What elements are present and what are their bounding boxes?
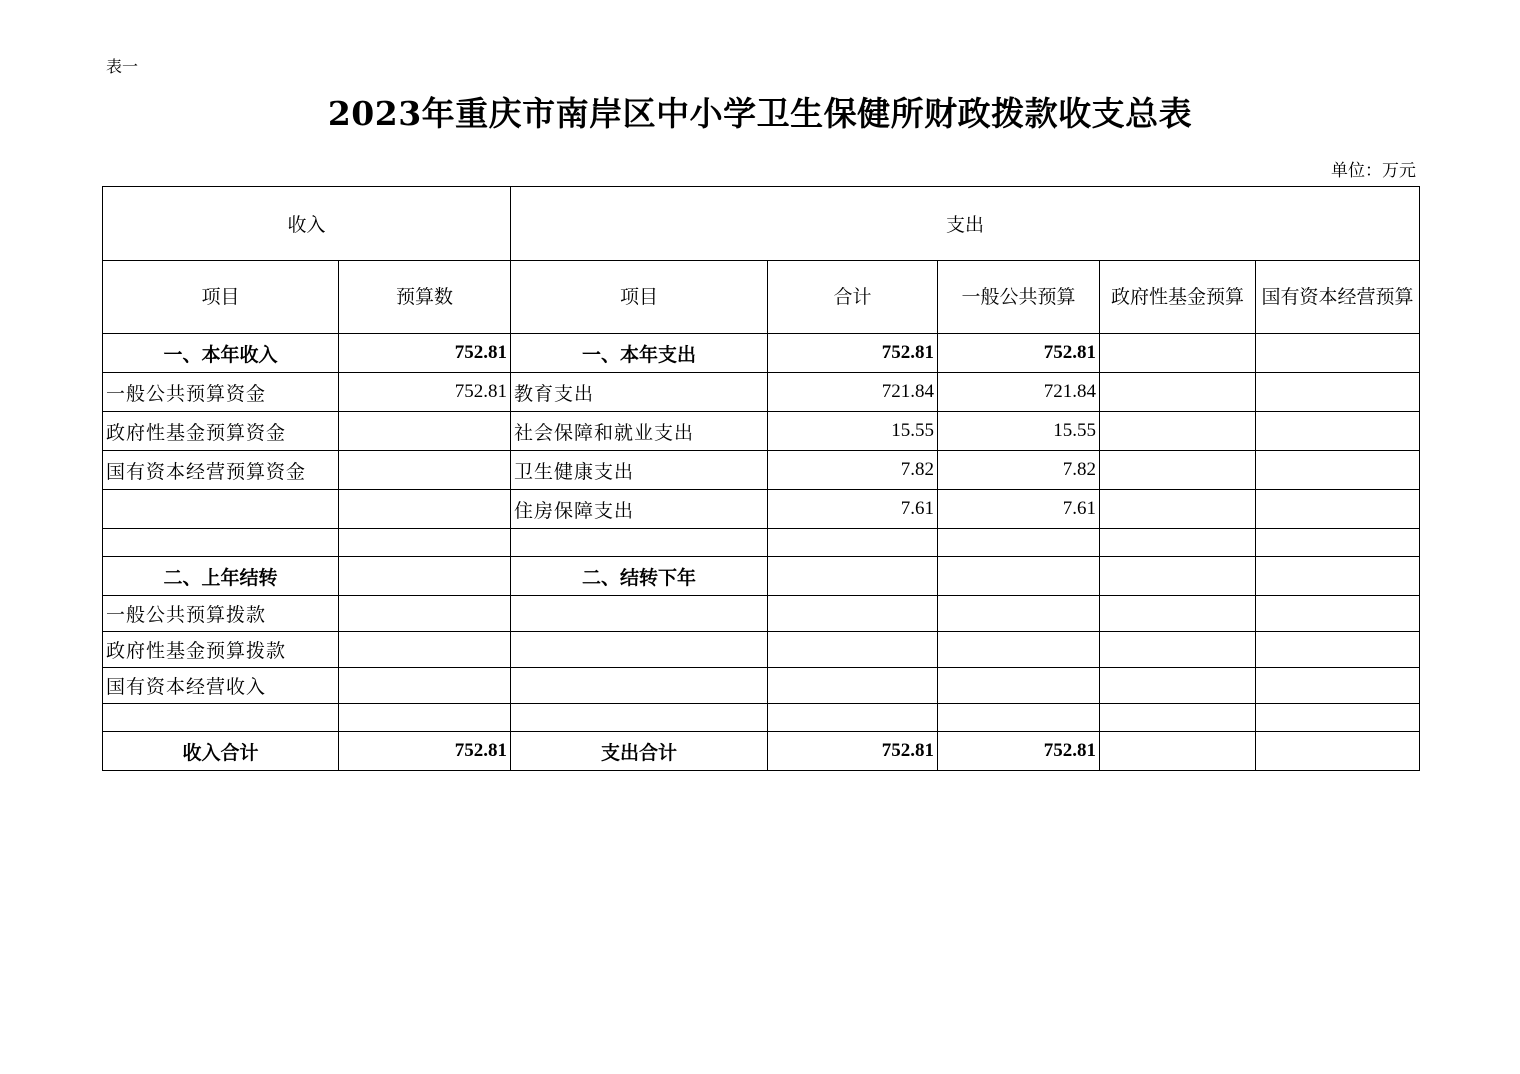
state-capital-cell bbox=[1256, 529, 1420, 557]
expense-item-header: 项目 bbox=[511, 261, 768, 334]
income-item-cell: 政府性基金预算拨款 bbox=[103, 632, 339, 668]
expense-item-cell: 卫生健康支出 bbox=[511, 451, 768, 490]
header-row-sub bbox=[103, 261, 1420, 334]
total-cell bbox=[768, 529, 938, 557]
state-capital-cell bbox=[1256, 668, 1420, 704]
total-cell bbox=[768, 704, 938, 732]
general-budget-header: 一般公共预算 bbox=[938, 261, 1100, 334]
expense-item-cell: 一、本年支出 bbox=[511, 334, 768, 373]
total-cell: 752.81 bbox=[768, 334, 938, 373]
income-value-cell bbox=[339, 557, 511, 596]
finance-summary-table bbox=[102, 186, 1420, 771]
table-row bbox=[103, 490, 1420, 529]
total-cell bbox=[768, 557, 938, 596]
total-cell: 721.84 bbox=[768, 373, 938, 412]
gov-fund-cell bbox=[1100, 373, 1256, 412]
gov-fund-cell bbox=[1100, 557, 1256, 596]
total-cell: 752.81 bbox=[768, 732, 938, 771]
income-total-value: 752.81 bbox=[339, 732, 511, 771]
table-row bbox=[103, 668, 1420, 704]
table-row bbox=[103, 529, 1420, 557]
income-item-header: 项目 bbox=[103, 261, 339, 334]
gov-fund-cell bbox=[1100, 668, 1256, 704]
table-row bbox=[103, 632, 1420, 668]
general-cell bbox=[938, 632, 1100, 668]
income-value-cell bbox=[339, 412, 511, 451]
general-cell bbox=[938, 529, 1100, 557]
income-item-cell: 政府性基金预算资金 bbox=[103, 412, 339, 451]
general-cell bbox=[938, 668, 1100, 704]
expense-item-cell: 教育支出 bbox=[511, 373, 768, 412]
income-value-cell bbox=[339, 632, 511, 668]
income-total-label: 收入合计 bbox=[103, 732, 339, 771]
total-cell: 15.55 bbox=[768, 412, 938, 451]
table-row bbox=[103, 557, 1420, 596]
total-cell: 7.82 bbox=[768, 451, 938, 490]
state-capital-cell bbox=[1256, 704, 1420, 732]
state-capital-cell bbox=[1256, 412, 1420, 451]
gov-fund-cell bbox=[1100, 451, 1256, 490]
expense-item-cell: 二、结转下年 bbox=[511, 557, 768, 596]
total-cell bbox=[768, 596, 938, 632]
state-capital-cell bbox=[1256, 632, 1420, 668]
income-value-cell bbox=[339, 529, 511, 557]
income-value-cell bbox=[339, 451, 511, 490]
general-cell: 752.81 bbox=[938, 732, 1100, 771]
table-row bbox=[103, 704, 1420, 732]
general-cell: 7.82 bbox=[938, 451, 1100, 490]
income-item-cell: 国有资本经营预算资金 bbox=[103, 451, 339, 490]
income-budget-header: 预算数 bbox=[339, 261, 511, 334]
income-value-cell: 752.81 bbox=[339, 334, 511, 373]
gov-fund-cell bbox=[1100, 529, 1256, 557]
expense-item-cell bbox=[511, 704, 768, 732]
income-value-cell bbox=[339, 490, 511, 529]
general-cell: 15.55 bbox=[938, 412, 1100, 451]
gov-fund-budget-header: 政府性基金预算 bbox=[1100, 261, 1256, 334]
total-cell bbox=[768, 668, 938, 704]
expense-item-cell: 社会保障和就业支出 bbox=[511, 412, 768, 451]
header-row-top bbox=[103, 187, 1420, 261]
gov-fund-cell bbox=[1100, 732, 1256, 771]
state-capital-cell bbox=[1256, 557, 1420, 596]
unit-label: 单位：万元 bbox=[1331, 161, 1416, 181]
income-value-cell bbox=[339, 668, 511, 704]
income-item-cell bbox=[103, 490, 339, 529]
totals-row bbox=[103, 732, 1420, 771]
income-header: 收入 bbox=[103, 187, 511, 261]
state-capital-cell bbox=[1256, 596, 1420, 632]
state-capital-cell bbox=[1256, 373, 1420, 412]
income-value-cell bbox=[339, 596, 511, 632]
general-cell bbox=[938, 704, 1100, 732]
income-item-cell: 二、上年结转 bbox=[103, 557, 339, 596]
income-item-cell: 一般公共预算拨款 bbox=[103, 596, 339, 632]
gov-fund-cell bbox=[1100, 412, 1256, 451]
state-capital-cell bbox=[1256, 732, 1420, 771]
state-capital-cell bbox=[1256, 451, 1420, 490]
state-capital-budget-header: 国有资本经营预算 bbox=[1256, 261, 1420, 334]
income-item-cell bbox=[103, 529, 339, 557]
general-cell: 721.84 bbox=[938, 373, 1100, 412]
expense-item-cell bbox=[511, 596, 768, 632]
gov-fund-cell bbox=[1100, 632, 1256, 668]
expense-item-cell: 住房保障支出 bbox=[511, 490, 768, 529]
total-cell bbox=[768, 632, 938, 668]
income-value-cell bbox=[339, 704, 511, 732]
expense-total-label: 支出合计 bbox=[511, 732, 768, 771]
income-item-cell: 一般公共预算资金 bbox=[103, 373, 339, 412]
expense-item-cell bbox=[511, 529, 768, 557]
gov-fund-cell bbox=[1100, 596, 1256, 632]
table-row bbox=[103, 451, 1420, 490]
state-capital-cell bbox=[1256, 334, 1420, 373]
general-cell bbox=[938, 596, 1100, 632]
state-capital-cell bbox=[1256, 490, 1420, 529]
general-cell: 752.81 bbox=[938, 334, 1100, 373]
gov-fund-cell bbox=[1100, 704, 1256, 732]
total-header: 合计 bbox=[768, 261, 938, 334]
gov-fund-cell bbox=[1100, 490, 1256, 529]
income-value-cell: 752.81 bbox=[339, 373, 511, 412]
expense-item-cell bbox=[511, 668, 768, 704]
table-row bbox=[103, 373, 1420, 412]
total-cell: 7.61 bbox=[768, 490, 938, 529]
table-row bbox=[103, 596, 1420, 632]
general-cell: 7.61 bbox=[938, 490, 1100, 529]
page-title: 2023年重庆市南岸区中小学卫生保健所财政拨款收支总表 bbox=[327, 94, 1193, 133]
gov-fund-cell bbox=[1100, 334, 1256, 373]
income-item-cell: 国有资本经营收入 bbox=[103, 668, 339, 704]
table-label: 表一 bbox=[106, 57, 139, 76]
table-row bbox=[103, 412, 1420, 451]
income-item-cell bbox=[103, 704, 339, 732]
expense-header: 支出 bbox=[511, 187, 1420, 261]
table-row bbox=[103, 334, 1420, 373]
income-item-cell: 一、本年收入 bbox=[103, 334, 339, 373]
expense-item-cell bbox=[511, 632, 768, 668]
general-cell bbox=[938, 557, 1100, 596]
